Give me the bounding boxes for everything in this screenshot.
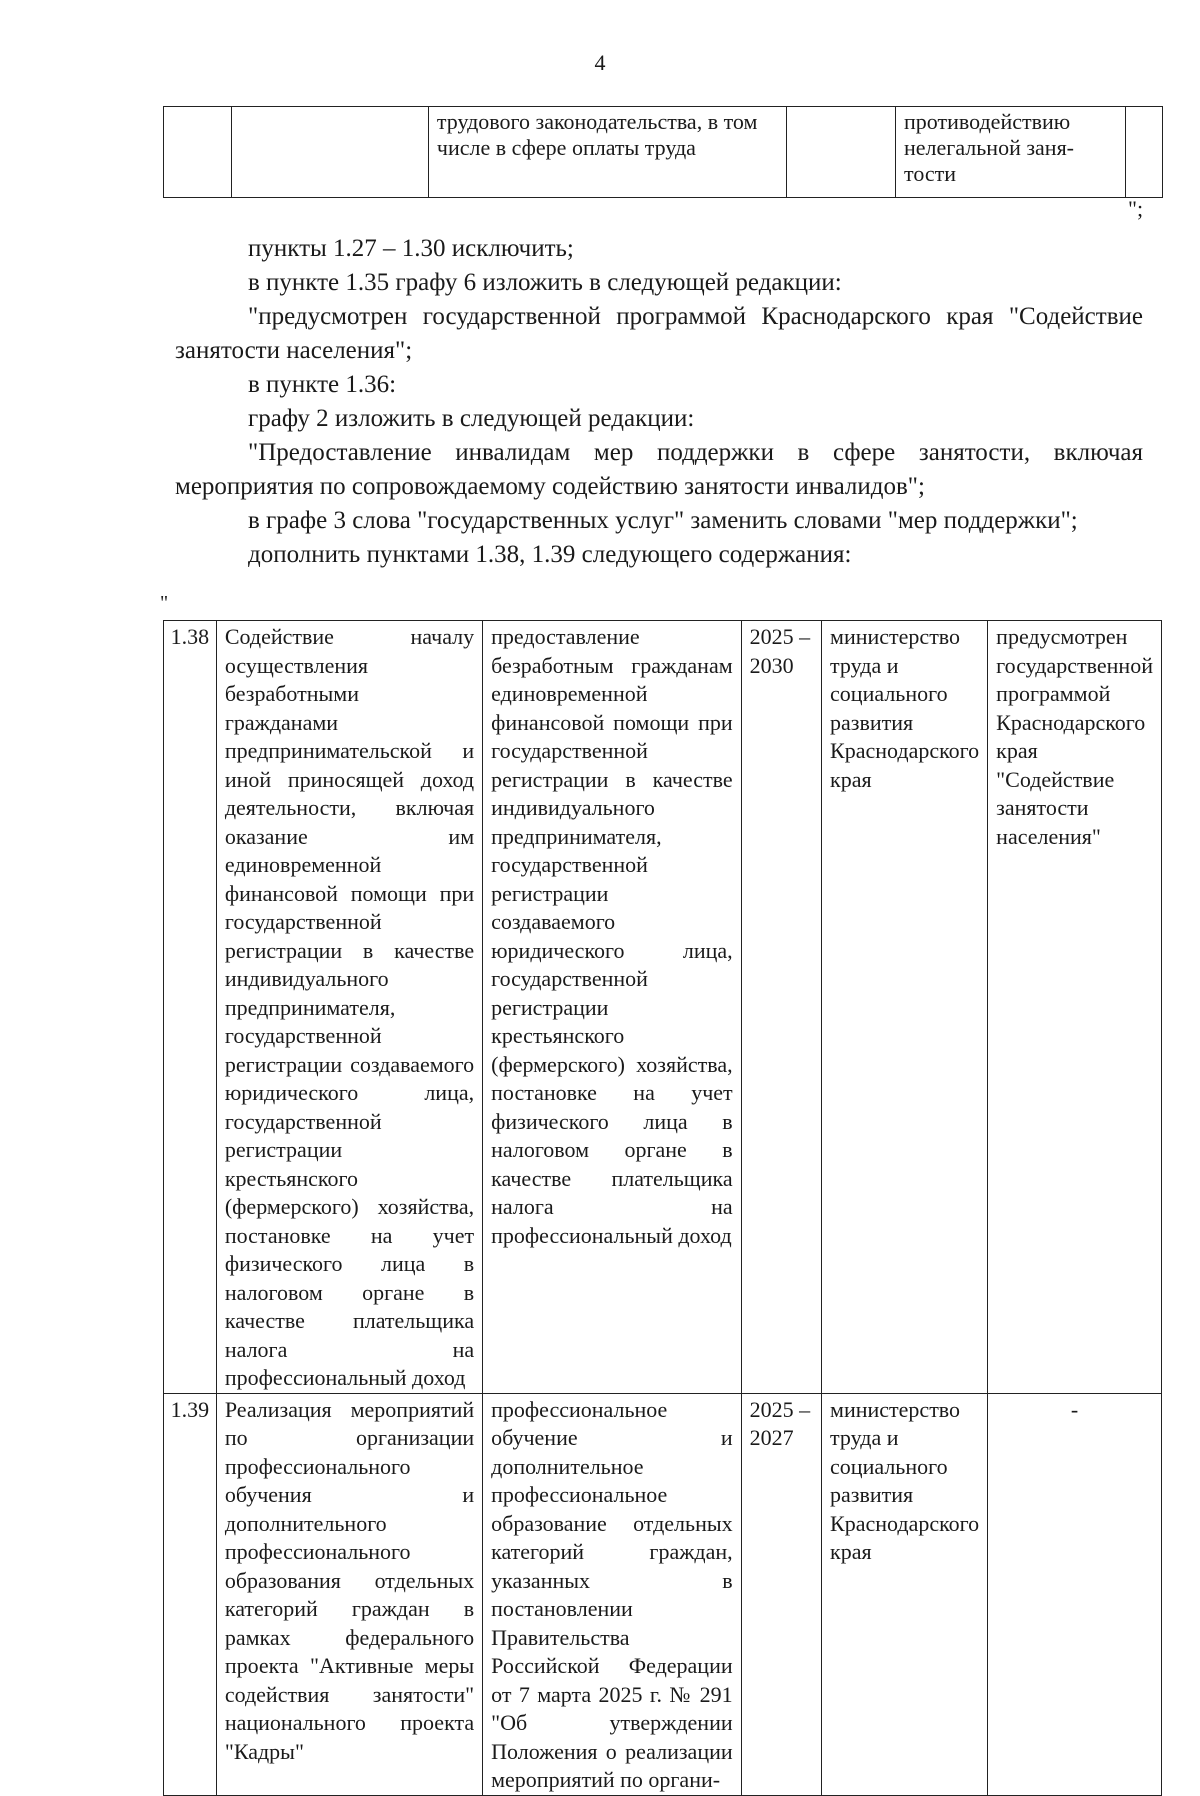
- opening-quote: ": [160, 592, 169, 614]
- measure-name: Реализация мероприятий по организации профессионального обучения и дополнительного профессионального образования отдельных категорий граждан в рамках федерального проекта "Активные меры содействия занятости" национального проекта "Кадры": [216, 1393, 482, 1795]
- table-row: [164, 1393, 1162, 1795]
- row-number: 1.39: [164, 1393, 217, 1795]
- measure-result: профессиональное обучение и дополнительное профессиональное образование отдельных категорий граждан, указанных в постановлении Правительства Российской Федерации от 7 марта 2025 г. № 291 "Об утверждении Положения о реализации мероприятий по органи-: [483, 1393, 742, 1795]
- cell-result: противодействию нелегальной заня-тости: [896, 107, 1126, 198]
- page-number: 4: [594, 50, 606, 75]
- table-row: [164, 107, 1163, 198]
- cell-number: [164, 107, 232, 198]
- measure-period: 2025 – 2027: [741, 1393, 821, 1795]
- cell-name: [231, 107, 428, 198]
- measure-period: 2025 – 2030: [741, 621, 821, 1394]
- cell-extra: [1125, 107, 1162, 198]
- measures-table: [163, 620, 1162, 1796]
- measure-executor: министерство труда и социального развития Краснодарского края: [822, 1393, 988, 1795]
- cell-period: [786, 107, 895, 198]
- measure-name: Содействие началу осуществления безработными гражданами предпринимательской и иной приносящей доход деятельности, включая оказание им единовременной финансовой помощи при государственной регистрации в качестве индивидуального предпринимателя, государственной регистрации создаваемого юридического лица, государственной регистрации крестьянского (фермерского) хозяйства, постановке на учет физического лица в налоговом органе в качестве плательщика налога на профессиональный доход: [216, 621, 482, 1394]
- closing-quote: ";: [1128, 196, 1144, 221]
- paragraph: "предусмотрен государственной программой Краснодарского края "Содействие занятости населения";: [175, 303, 1143, 364]
- paragraph: в графе 3 слова "государственных услуг" заменить словами "мер поддержки";: [248, 507, 1078, 534]
- previous-table-continuation: [163, 106, 1163, 198]
- paragraph: дополнить пунктами 1.38, 1.39 следующего содержания:: [248, 541, 852, 568]
- measure-source: предусмотрен государственной программой Краснодарского края "Содействие занятости населения": [988, 621, 1162, 1394]
- paragraph: в пункте 1.35 графу 6 изложить в следующей редакции:: [248, 269, 842, 296]
- table-row: [164, 621, 1162, 1394]
- paragraph: в пункте 1.36:: [248, 371, 397, 398]
- paragraph: пункты 1.27 – 1.30 исключить;: [248, 235, 574, 262]
- measure-executor: министерство труда и социального развития Краснодарского края: [822, 621, 988, 1394]
- amendment-text: [175, 232, 1143, 572]
- measure-source: -: [988, 1393, 1162, 1795]
- row-number: 1.38: [164, 621, 217, 1394]
- cell-content: трудового законодательства, в том числе в сфере оплаты труда: [428, 107, 786, 198]
- paragraph: графу 2 изложить в следующей редакции:: [248, 405, 695, 432]
- paragraph: "Предоставление инвалидам мер поддержки в сфере занятости, включая мероприятия по сопровождаемому содействию занятости инвалидов";: [175, 439, 1143, 500]
- measure-result: предоставление безработным гражданам единовременной финансовой помощи при государственной регистрации в качестве индивидуального предпринимателя, государственной регистрации создаваемого юридического лица, государственной регистрации крестьянского (фермерского) хозяйства, постановке на учет физического лица в налоговом органе в качестве плательщика налога на профессиональный доход: [483, 621, 742, 1394]
